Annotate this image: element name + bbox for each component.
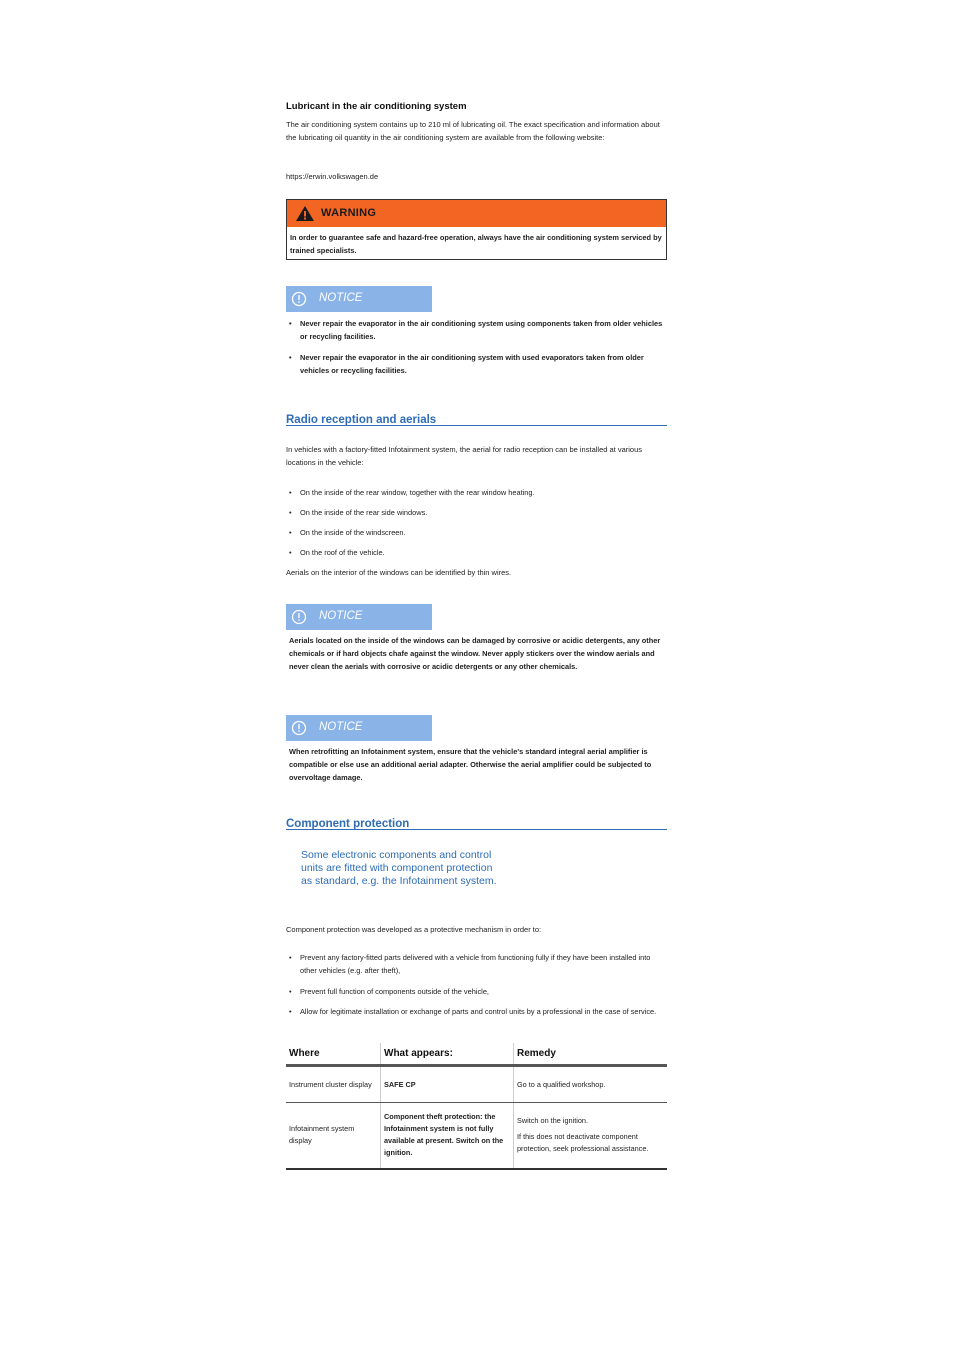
table-cell: Infotainment system display [286, 1103, 381, 1169]
list-item: • Prevent any factory-fitted parts delivered with a vehicle from functioning fully if they have been installed into other vehicles (e.g. after theft), [289, 953, 651, 975]
table-cell: Component theft protection: the Infotainment system is not fully available at present. Switch on the ignition. [381, 1103, 514, 1169]
list-item: • On the inside of the windscreen. [289, 528, 406, 537]
column-header: What appears: [381, 1043, 514, 1066]
lubricant-heading: Lubricant in the air conditioning system [286, 101, 467, 112]
table-row [286, 1103, 667, 1169]
component-body: Component protection was developed as a protective mechanism in order to: [286, 925, 542, 934]
notice-title: NOTICE [319, 721, 363, 733]
list-item: • Never repair the evaporator in the air conditioning system with used evaporators taken from older vehicles or recycling facilities. [289, 353, 644, 375]
component-intro: Some electronic components and control units are fitted with component protection as standard, e.g. the Infotainment system. [301, 849, 497, 887]
column-header: Where [286, 1043, 381, 1066]
table-cell: Go to a qualified workshop. [514, 1066, 668, 1103]
radio-footer: Aerials on the interior of the windows can be identified by thin wires. [286, 568, 512, 577]
warning-triangle-icon [295, 205, 315, 227]
table-cell: SAFE CP [381, 1066, 514, 1103]
notice-header [286, 715, 432, 741]
table-cell: Instrument cluster display [286, 1066, 381, 1103]
warning-box [286, 199, 667, 260]
notice-title: NOTICE [319, 292, 363, 304]
list-item: • On the inside of the rear window, together with the rear window heating. [289, 488, 535, 497]
remedy-line: If this does not deactivate component protection, seek professional assistance. [517, 1132, 649, 1154]
notice-header [286, 286, 432, 312]
table-cell [514, 1103, 668, 1169]
list-item: • Never repair the evaporator in the air conditioning system using components taken from older vehicles or recycling facilities. [289, 319, 663, 341]
section-heading-component: Component protection [286, 814, 667, 830]
remedy-line: Switch on the ignition. [517, 1116, 588, 1126]
column-header: Remedy [514, 1043, 668, 1066]
warning-header [287, 200, 666, 227]
warning-title: WARNING [321, 207, 377, 219]
list-item: • On the roof of the vehicle. [289, 548, 385, 557]
component-protection-table [286, 1043, 667, 1170]
exclamation-circle-icon [291, 291, 307, 312]
list-item: • On the inside of the rear side windows. [289, 508, 428, 517]
list-item: • Prevent full function of components outside of the vehicle, [289, 987, 489, 996]
table-row [286, 1066, 667, 1103]
notice-title: NOTICE [319, 610, 363, 622]
radio-body: In vehicles with a factory-fitted Infotainment system, the aerial for radio reception can be installed at various locations in the vehicle: [286, 445, 643, 467]
section-heading-radio: Radio reception and aerials [286, 410, 667, 426]
warning-text: In order to guarantee safe and hazard-free operation, always have the air conditioning system serviced by trained specialists. [290, 233, 662, 255]
list-item: • Allow for legitimate installation or exchange of parts and control units by a professional in the case of service. [289, 1007, 657, 1016]
notice-text: Aerials located on the inside of the windows can be damaged by corrosive or acidic detergents, any other chemicals or if hard objects chafe against the window. Never apply stickers over the window aerials and never clean the aerials with corrosive or acidic detergents or any other chemicals. [289, 636, 661, 671]
exclamation-circle-icon [291, 609, 307, 630]
lubricant-body: The air conditioning system contains up to 210 ml of lubricating oil. The exact specification and information about the lubricating oil quantity in the air conditioning system are available from the following website: [286, 120, 660, 142]
notice-header [286, 604, 432, 630]
exclamation-circle-icon [291, 720, 307, 741]
website-link[interactable]: https://erwin.volkswagen.de [286, 172, 379, 181]
notice-text: When retrofitting an Infotainment system, ensure that the vehicle's standard integral aerial amplifier is compatible or else use an additional aerial adapter. Otherwise the aerial amplifier could be subjected to overvoltage damage. [289, 747, 652, 782]
